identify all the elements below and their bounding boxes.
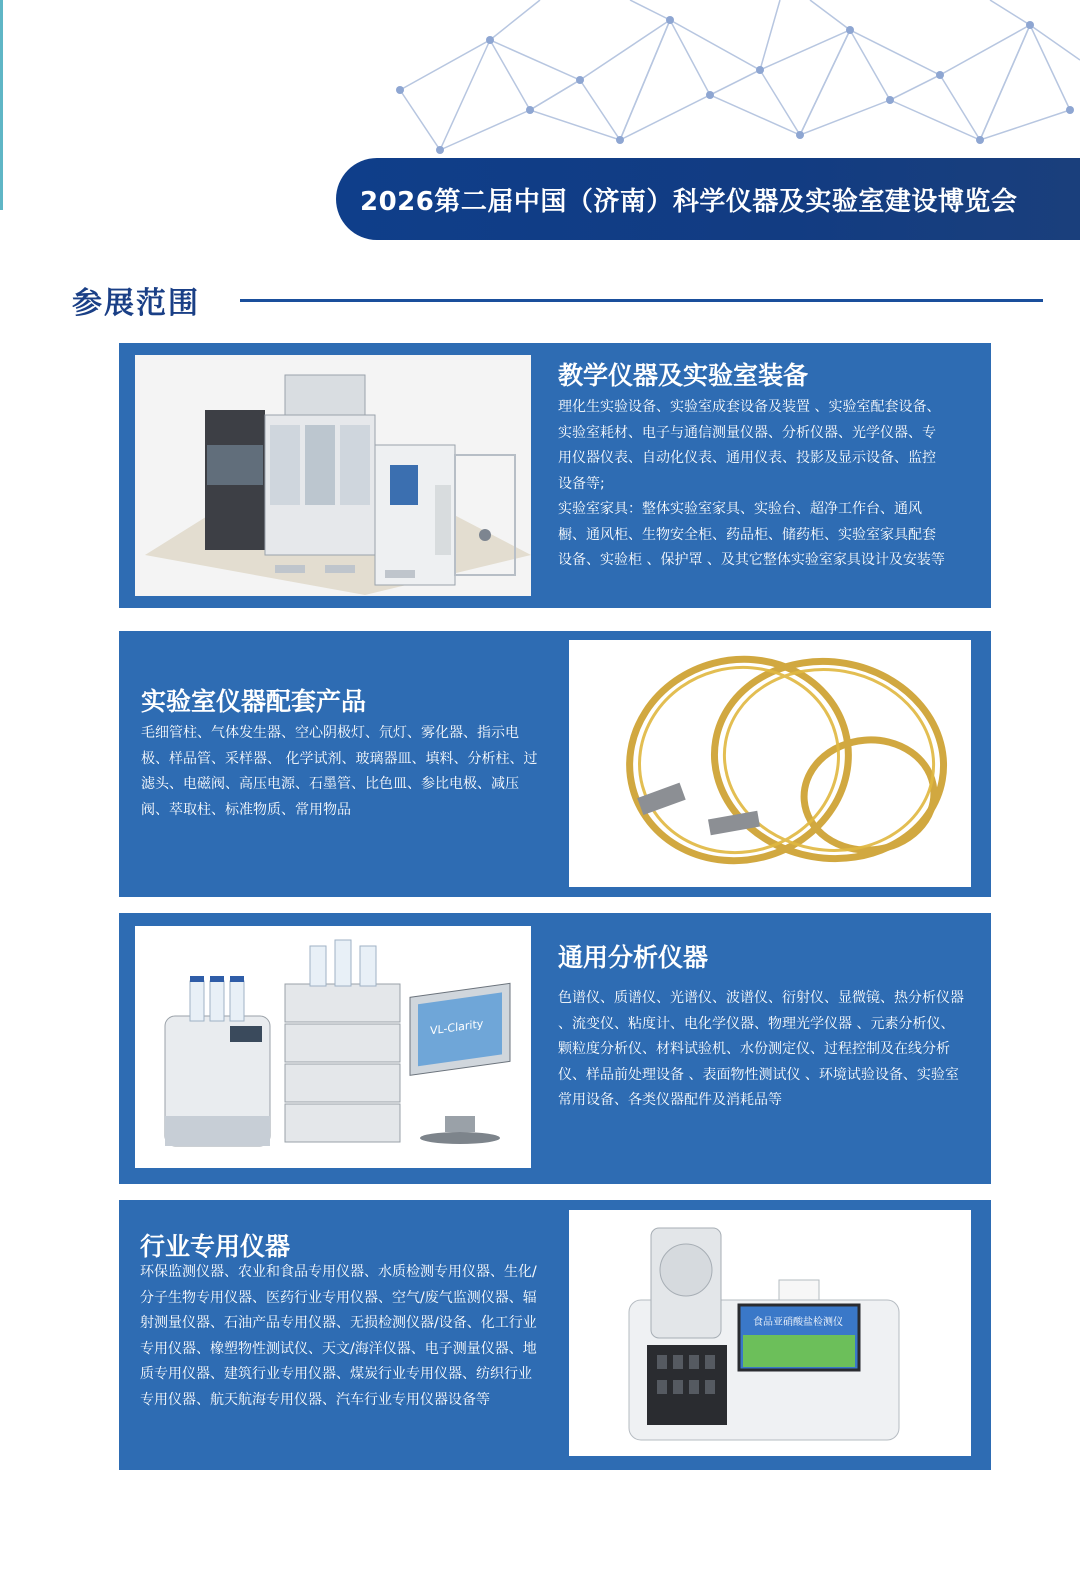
nitrite-analyzer-image [569,1210,971,1456]
card-body [141,721,545,823]
capillary-columns-image [569,640,971,887]
lab-workstation-image [135,355,531,596]
card-body [558,986,965,1114]
card-title: 行业专用仪器 [140,1232,291,1261]
exhibit-card-teaching [119,343,991,608]
hplc-system-icon [135,926,531,1168]
banner-title: 2026第二届中国（济南）科学仪器及实验室建设博览会 [360,186,1018,217]
card-title: 通用分析仪器 [558,943,709,972]
card-title: 教学仪器及实验室装备 [558,361,809,390]
left-accent-bar [0,0,3,210]
card-paragraph: 环保监测仪器、农业和食品专用仪器、水质检测专用仪器、生化/分子生物专用仪器、医药行业专用仪器、空气/废气监测仪器、辐射测量仪器、石油产品专用仪器、无损检测仪器/设备、化工行业专用仪器、橡塑物性测试仪、天文/海洋仪器、电子测量仪器、地质专用仪器、建筑行业专用仪器、煤炭行业专用仪器、纺织行业专用仪器、航天航海专用仪器、汽车行业专用仪器设备等 [140,1264,537,1408]
food-nitrite-analyzer-icon [569,1210,971,1456]
monitor-text: VL-Clarity [430,1017,484,1038]
card-title: 实验室仪器配套产品 [141,687,367,716]
title-banner [336,158,1080,240]
card-body [558,395,946,574]
card-paragraph: 色谱仪、质谱仪、光谱仪、波谱仪、衍射仪、显微镜、热分析仪器 、流变仪、粘度计、电化学仪器、物理光学仪器 、元素分析仪、颗粒度分析仪、材料试验机、水份测定仪、过程控制及在线分析仪、样品前处理设备 、表面物性测试仪 、环境试验设备、实验室常用设备、各类仪器配件及消耗品等 [558,990,964,1108]
automated-lab-workstation-icon [135,355,531,596]
card-paragraph: 理化生实验设备、实验室成套设备及装置 、实验室配套设备、实验室耗材、电子与通信测量仪器、分析仪器、光学仪器、专用仪器仪表、自动化仪表、通用仪表、投影及显示设备、监控设备等; [558,399,941,492]
exhibit-card-analysis [119,913,991,1184]
card-paragraph: 毛细管柱、气体发生器、空心阴极灯、氘灯、雾化器、指示电极、样品管、采样器、 化学试剂、玻璃器皿、填料、分析柱、过滤头、电磁阀、高压电源、石墨管、比色皿、参比电极、减压阀、萃取柱、标准物质、常用物品 [141,725,538,818]
capillary-columns-icon [569,640,971,887]
card-paragraph: 实验室家具：整体实验室家具、实验台、超净工作台、通风橱、通风柜、生物安全柜、药品柜、储药柜、实验室家具配套设备、实验柜 、保护罩 、及其它整体实验室家具设计及安装等 [558,501,945,568]
analyzer-screen-label: 食品亚硝酸盐检测仪 [753,1317,843,1328]
exhibit-card-industry [119,1200,991,1470]
hplc-system-image [135,926,531,1168]
network-pattern-icon [380,0,1080,170]
section-heading: 参展范围 [72,286,200,321]
exhibit-card-accessories [119,631,991,897]
card-body [140,1260,544,1413]
heading-divider [240,299,1043,302]
